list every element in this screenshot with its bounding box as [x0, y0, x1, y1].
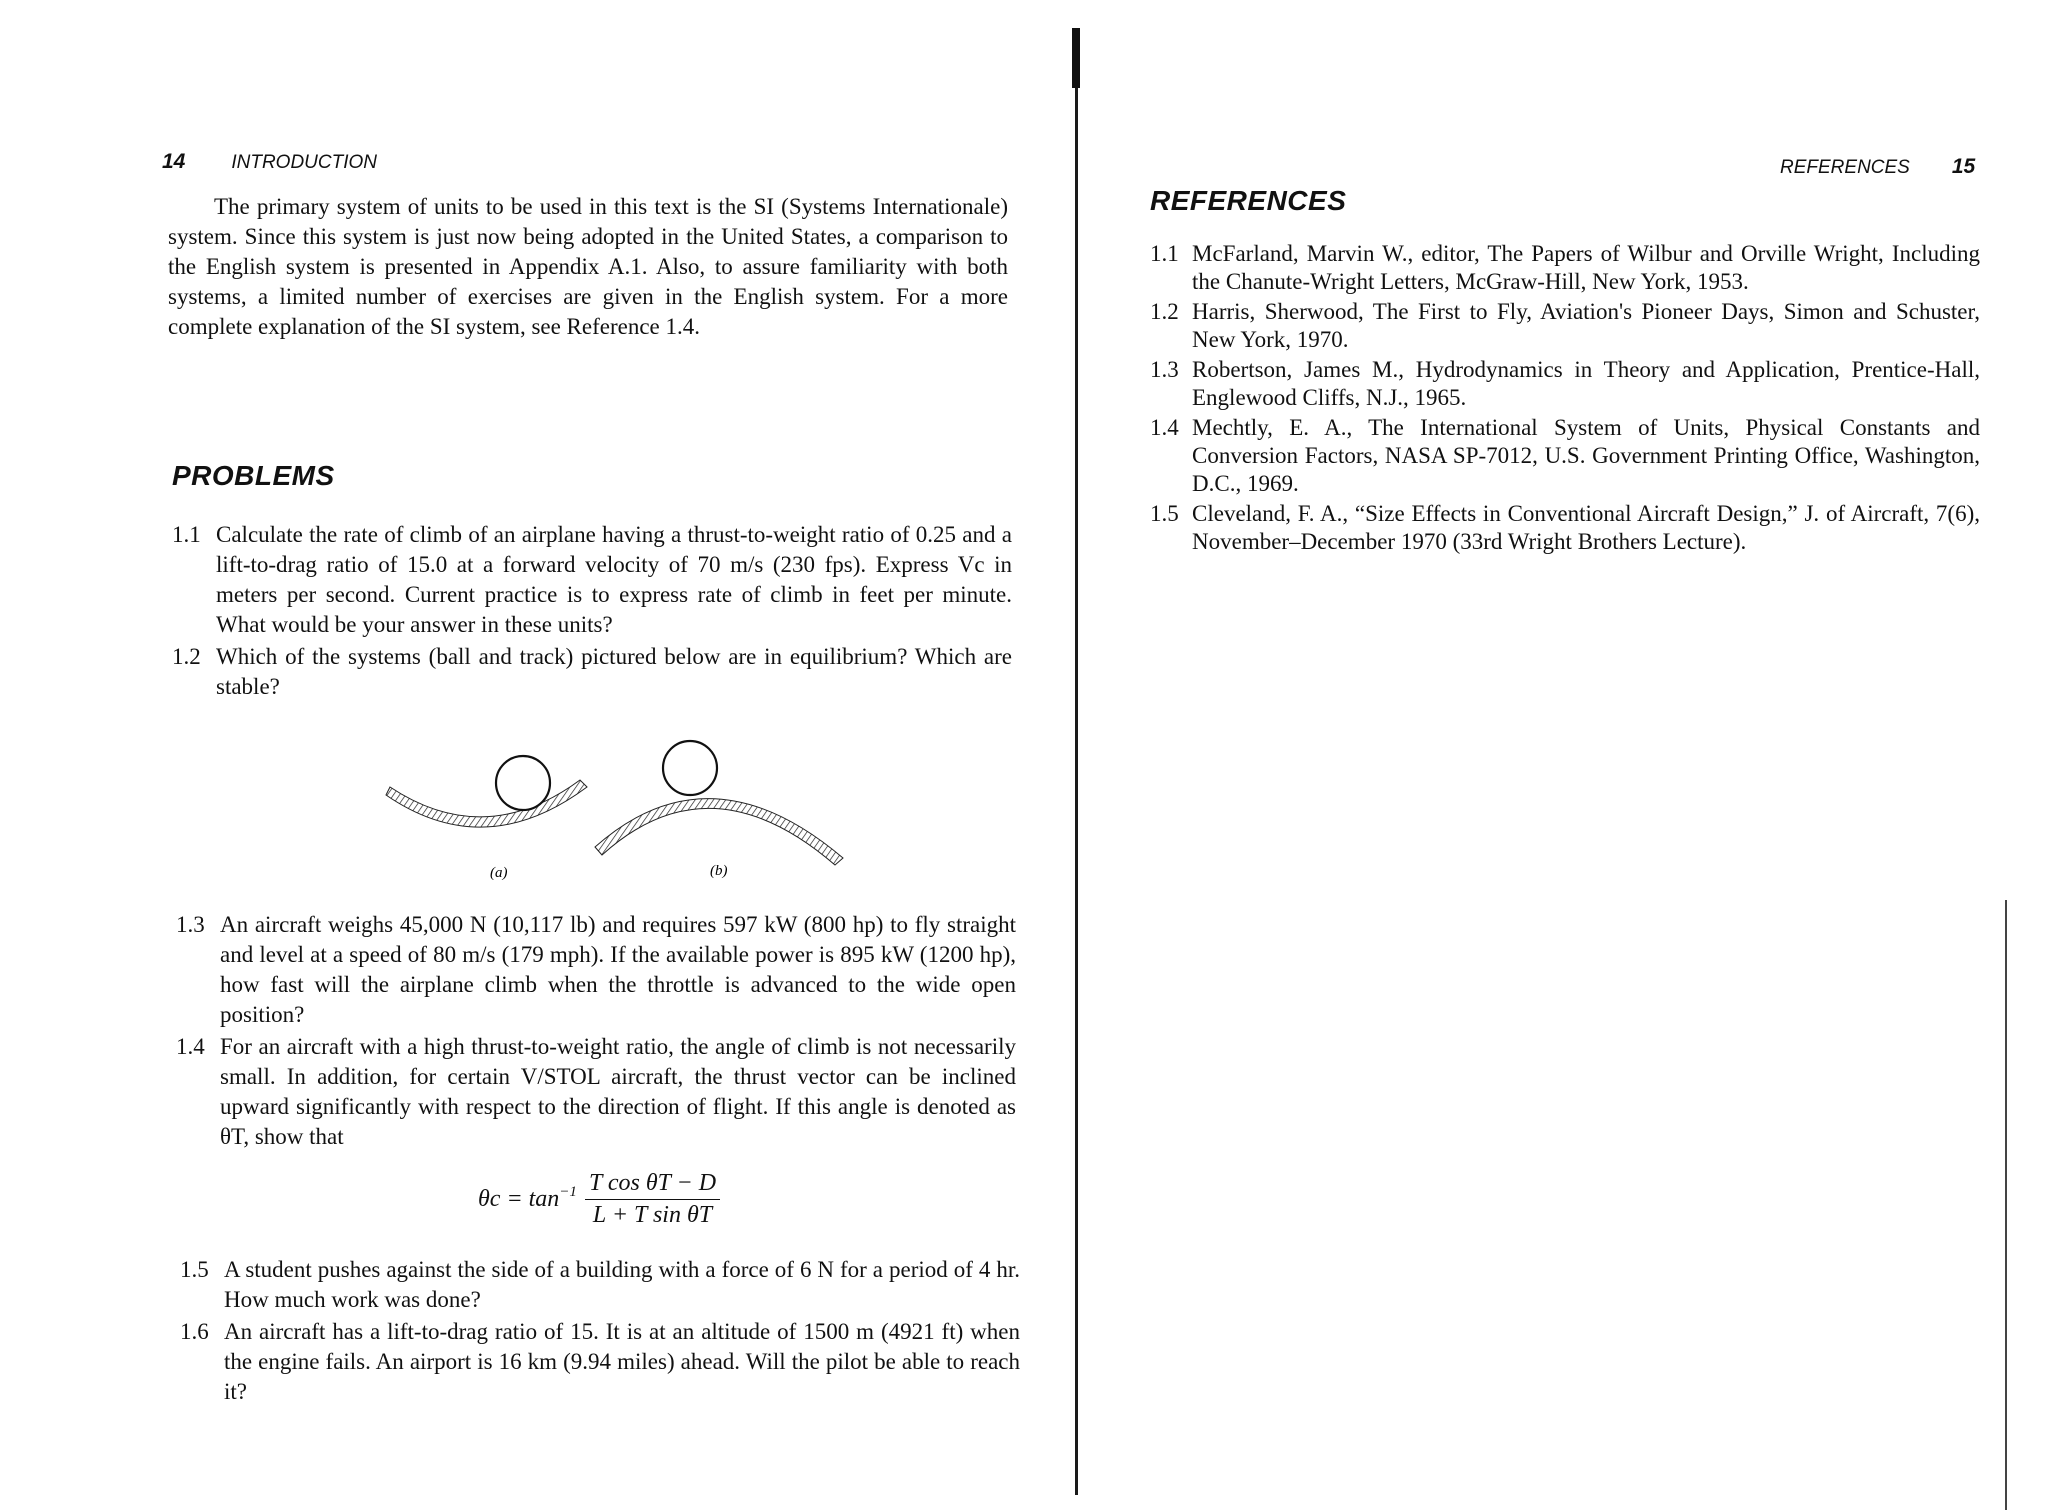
reference-item: [1150, 240, 1980, 296]
reference-item-text: Harris, Sherwood, The First to Fly, Aviation's Pioneer Days, Simon and Schuster, New York, 1970.: [1192, 299, 1980, 352]
intro-paragraph: The primary system of units to be used in this text is the SI (Systems Internationale) system. Since this system is just now being adopted in the United States, a comparison to the English system is presented in Appendix A.1. Also, to assure familiarity with both systems, a limited number of exercises are given in the English system. For a more complete explanation of the SI system, see Reference 1.4.: [168, 194, 1008, 339]
right-page: [1080, 0, 2048, 1511]
figure-a-label: (a): [490, 865, 508, 880]
problem-item-number: 1.6: [180, 1319, 209, 1344]
problem-item-number: 1.1: [172, 522, 201, 547]
problem-item-number: 1.2: [172, 644, 201, 669]
problem-item-text: For an aircraft with a high thrust-to-weight ratio, the angle of climb is not necessarily small. In addition, for certain V/STOL aircraft, the thrust vector can be inclined upward significantly with respect to the direction of flight. If this angle is denoted as θT, show that: [220, 1034, 1016, 1149]
equation-denominator: L + T sin θT: [592, 1202, 713, 1228]
problem-item: [180, 1255, 1020, 1315]
climb-angle-equation: [478, 1170, 720, 1229]
problem-item: [176, 910, 1016, 1030]
figure-a-ball: [496, 756, 550, 810]
problem-item-text: Which of the systems (ball and track) pictured below are in equilibrium? Which are stable?: [216, 644, 1012, 699]
reference-item: [1150, 500, 1980, 556]
right-page-number: 15: [1951, 155, 1976, 178]
problem-item-text: An aircraft weighs 45,000 N (10,117 lb) and requires 597 kW (800 hp) to fly straight and level at a speed of 80 m/s (179 mph). If the available power is 895 kW (1200 hp), how fast will the airplane climb when the throttle is advanced to the wide open position?: [220, 912, 1016, 1027]
problem-item: [172, 520, 1012, 640]
problem-item-number: 1.4: [176, 1034, 205, 1059]
problem-item-text: A student pushes against the side of a building with a force of 6 N for a period of 4 hr. How much work was done?: [224, 1257, 1020, 1312]
figure-b-convex-track: [595, 741, 843, 865]
reference-item-number: 1.2: [1150, 299, 1179, 324]
problem-item: [172, 642, 1012, 702]
problem-item-text: An aircraft has a lift-to-drag ratio of 15. It is at an altitude of 1500 m (4921 ft) when the engine fails. An airport is 16 km (9.94 miles) ahead. Will the pilot be able to reach it?: [224, 1319, 1020, 1404]
reference-item-text: Mechtly, E. A., The International System of Units, Physical Constants and Conversion Factors, NASA SP-7012, U.S. Government Printing Office, Washington, D.C., 1969.: [1192, 415, 1980, 496]
right-running-head-text: REFERENCES: [1780, 157, 1910, 178]
problems-list-2: [176, 910, 1016, 1154]
left-page-number: 14: [162, 150, 186, 173]
problem-item: [180, 1317, 1020, 1407]
problem-item-text: Calculate the rate of climb of an airplane having a thrust-to-weight ratio of 0.25 and a lift-to-drag ratio of 15.0 at a forward velocity of 70 m/s (230 fps). Express Vc in meters per second. Current practice is to express rate of climb in feet per minute. What would be your answer in these units?: [216, 522, 1012, 637]
ball-track-figure: [380, 735, 850, 880]
reference-item-text: Cleveland, F. A., “Size Effects in Conventional Aircraft Design,” J. of Aircraft, 7(6), November–December 1970 (33rd Wright Brothers Lecture).: [1192, 501, 1980, 554]
reference-item: [1150, 298, 1980, 354]
equation-lhs: θc = tan: [478, 1186, 560, 1212]
problem-item: [176, 1032, 1016, 1152]
problems-heading: PROBLEMS: [172, 460, 335, 491]
book-spine-line: [1075, 30, 1078, 1495]
left-running-head: [162, 150, 377, 174]
reference-item-number: 1.4: [1150, 415, 1179, 440]
problems-list-1: [172, 520, 1012, 704]
problems-list-3: [180, 1255, 1020, 1409]
equation-exponent: −1: [559, 1184, 577, 1200]
figure-a-concave-track: [386, 756, 587, 827]
reference-item-number: 1.5: [1150, 501, 1179, 526]
reference-item: [1150, 356, 1980, 412]
equation-numerator: T cos θT − D: [585, 1170, 720, 1200]
problem-item-number: 1.5: [180, 1257, 209, 1282]
references-heading: REFERENCES: [1150, 185, 1347, 216]
right-running-head: [1780, 155, 1975, 179]
figure-b-ball: [663, 741, 717, 795]
reference-item-text: McFarland, Marvin W., editor, The Papers of Wilbur and Orville Wright, Including the Chanute-Wright Letters, McGraw-Hill, New York, 1953.: [1192, 241, 1980, 294]
reference-item-number: 1.1: [1150, 241, 1179, 266]
equation-fraction: [585, 1170, 720, 1229]
left-running-head-text: INTRODUCTION: [231, 152, 378, 173]
problem-item-number: 1.3: [176, 912, 205, 937]
reference-item: [1150, 414, 1980, 498]
reference-item-text: Robertson, James M., Hydrodynamics in Theory and Application, Prentice-Hall, Englewood Cliffs, N.J., 1965.: [1192, 357, 1980, 410]
reference-item-number: 1.3: [1150, 357, 1179, 382]
figure-b-label: (b): [710, 863, 728, 879]
references-list: [1150, 240, 1980, 558]
